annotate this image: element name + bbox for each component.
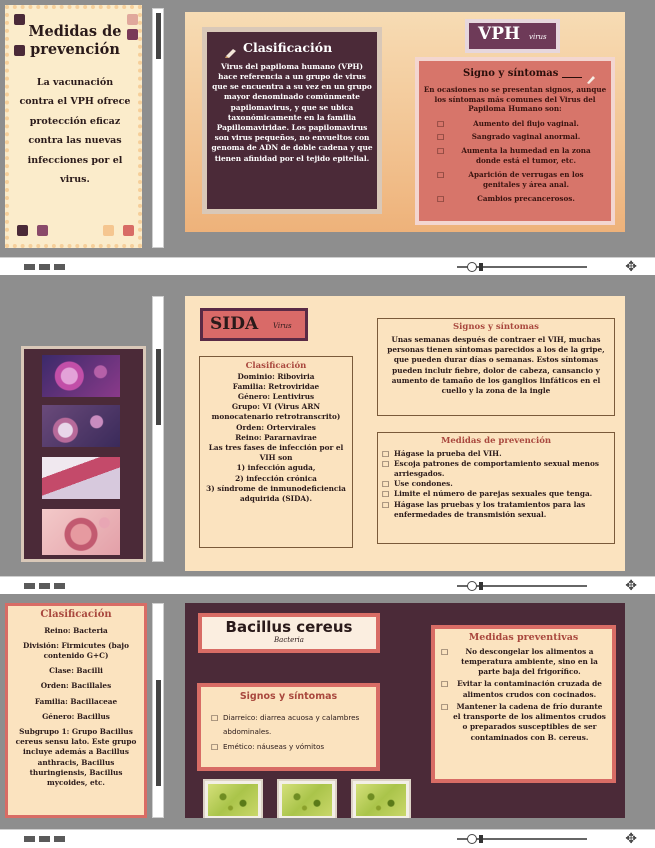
list-item: ☐ Aumenta la humedad en la zona donde está el tumor, etc. — [437, 146, 603, 167]
status-bar — [0, 257, 655, 275]
bacteria-image — [203, 779, 263, 818]
text-line: Subgrupo 1: Grupo Bacillus cereus sensu lato. Este grupo incluye además a Bacillus anthracis, Bacillus thuringiensis, Bacillus mycoides, etc. — [15, 726, 137, 787]
list-item: ☐ Sangrado vaginal anormal. — [437, 132, 603, 142]
slide3-signos-list — [211, 711, 370, 754]
vertical-scrollbar[interactable] — [152, 296, 164, 562]
text-line: 2) infección crónica — [235, 473, 317, 483]
slide2-clasificacion-lines — [200, 372, 352, 505]
slide1-signos-list — [437, 119, 603, 204]
slide3-signos-heading: Signos y síntomas — [239, 691, 338, 702]
slide3-signos-card — [197, 683, 380, 771]
slide1-left-title: Medidas de prevención — [28, 23, 122, 59]
slide3-main — [185, 603, 625, 818]
slide1-left-body: La vacunación contra el VPH ofrece protección eficaz contra las nuevas infecciones por el virus. — [19, 77, 131, 186]
status-bar — [0, 576, 655, 594]
text-line: Orden: Ortervirales — [236, 422, 316, 432]
scrollbar-thumb[interactable] — [156, 680, 161, 786]
list-item: ☐ Use condones. — [382, 479, 610, 489]
page-view-buttons[interactable] — [24, 836, 65, 842]
text-line: División: Firmicutes (bajo contenido G+C) — [23, 640, 129, 660]
slide2-medidas-heading: Medidas de prevención — [440, 436, 552, 446]
text-line: Las tres fases de infección por el VIH son — [208, 443, 344, 463]
slide3-medidas-heading: Medidas preventivas — [468, 632, 579, 643]
slide2-medidas-list — [382, 449, 610, 520]
slide3-title-box — [198, 613, 380, 653]
text-line: Reino: Pararnavirae — [235, 432, 317, 442]
fit-to-window-icon[interactable]: ✥ — [625, 578, 637, 594]
virus-image — [42, 405, 120, 447]
scrollbar-thumb[interactable] — [156, 349, 161, 425]
slide1-clasificacion-heading: Clasificación — [243, 40, 333, 55]
bacteria-image — [351, 779, 411, 818]
slide1-signos-intro: En ocasiones no se presentan signos, aunque los síntomas más comunes del Virus del Papiloma Humano son: — [423, 85, 607, 114]
pencil-icon — [225, 43, 238, 53]
list-item: ☐ Evitar la contaminación cruzada de alimentos crudos con cocinados. — [441, 679, 606, 699]
pencil-icon — [586, 69, 596, 79]
slide3-left-card — [5, 603, 147, 818]
blood-sample-image — [42, 457, 120, 499]
slide2-title-sub: Virus — [273, 322, 292, 330]
zoom-slider[interactable] — [457, 838, 587, 840]
slide2-medidas-card — [377, 432, 615, 544]
text-line: Grupo: VI (Virus ARN monocatenario retrotranscrito) — [211, 402, 341, 422]
text-line: Reino: Bacteria — [44, 625, 108, 635]
bacteria-image — [277, 779, 337, 818]
decor-square — [123, 225, 134, 236]
text-line: 3) síndrome de inmunodeficiencia adquirida (SIDA). — [206, 483, 346, 504]
slide1-main — [185, 12, 625, 232]
fit-to-window-icon[interactable]: ✥ — [625, 831, 637, 847]
page-1-panel — [0, 0, 655, 258]
slide1-clasificacion-text: Virus del papiloma humano (VPH) hace referencia a un grupo de virus que se encuentra a su vez en un grupo mayor denominado comúnmente papilomavirus, y que se ubica taxonómicamente en la familia Papillomaviridae. Los papilomavirus son virus pequeños, no envueltos con genoma de ADN de doble cadena y que tienen afinidad por el tejido epitelial. — [211, 61, 373, 163]
slide2-clasificacion-heading: Clasificación — [245, 361, 307, 371]
vertical-scrollbar[interactable] — [152, 8, 164, 248]
slide1-title-box — [465, 19, 560, 53]
decor-square — [17, 225, 28, 236]
text-line: Dominio: Riboviria — [237, 371, 315, 381]
slide3-medidas-card — [431, 625, 616, 783]
list-item: ☐ Cambios precancerosos. — [437, 194, 603, 204]
page-view-buttons[interactable] — [24, 583, 65, 589]
status-bar — [0, 829, 655, 848]
list-item: ☐ Hágase las pruebas y los tratamientos para las enfermedades de transmisión sexual. — [382, 500, 610, 520]
slide1-title: VPH — [478, 24, 521, 44]
list-item: ☐ Emético: náuseas y vómitos — [211, 740, 370, 754]
slide2-title-box — [200, 308, 308, 341]
list-item: ☐ Aumento del flujo vaginal. — [437, 119, 603, 129]
text-line: Clase: Bacilli — [49, 666, 103, 676]
zoom-slider[interactable] — [457, 266, 587, 268]
scrollbar-thumb[interactable] — [156, 13, 161, 59]
text-line: 1) infección aguda, — [236, 463, 316, 473]
zoom-slider[interactable] — [457, 585, 587, 587]
text-line: Orden: Bacillales — [40, 681, 112, 691]
page-view-buttons[interactable] — [24, 264, 65, 270]
list-item: ☐ Hágase la prueba del VIH. — [382, 449, 610, 459]
text-line: Género: Bacillus — [42, 711, 110, 721]
heading-underline — [562, 77, 582, 78]
slide2-main — [185, 296, 625, 571]
list-item: ☐ Limite el número de parejas sexuales que tenga. — [382, 489, 610, 499]
virus-image — [42, 509, 120, 555]
slide3-title-sub: Bacteria — [274, 635, 304, 644]
list-item: ☐ Mantener la cadena de frío durante el transporte de los alimentos crudos o preparados susceptibles de ser contaminados con B. cereus. — [441, 702, 606, 743]
slide1-signos-card — [415, 57, 615, 225]
list-item: ☐ Escoja patrones de comportamiento sexual menos arriesgados. — [382, 459, 610, 479]
slide2-title: SIDA — [210, 314, 259, 334]
slide1-clasificacion-card — [202, 27, 382, 214]
text-line: Familia: Retroviridae — [232, 381, 320, 391]
virus-image — [42, 355, 120, 397]
vertical-scrollbar[interactable] — [152, 603, 164, 818]
list-item: ☐ No descongelar los alimentos a temperatura ambiente, sino en la parte baja del frigorífico. — [441, 647, 606, 678]
slide2-image-strip — [21, 346, 146, 562]
slide1-left-card — [5, 5, 142, 248]
slide3-image-row — [203, 779, 411, 818]
slide2-clasificacion-card — [199, 356, 353, 548]
slide2-signos-heading: Signos y síntomas — [453, 322, 539, 332]
decor-square — [103, 225, 114, 236]
slide2-signos-text: Unas semanas después de contraer el VIH, muchas personas tienen síntomas parecidos a los de la gripe, que pueden durar días o semanas. Estos síntomas pueden incluir fiebre, dolor de cabeza, cansancio y aumento de tamaño de los ganglios linfáticos en el cuello y la zona de la ingle — [387, 334, 605, 396]
slide3-title: Bacillus cereus — [225, 618, 353, 636]
text-line: Género: Lentivirus — [237, 392, 315, 402]
slide1-signos-heading: Signo y síntomas — [463, 68, 559, 79]
slide3-clasificacion-heading: Clasificación — [40, 609, 112, 620]
slide1-title-sub: virus — [529, 33, 547, 41]
text-line: Familia: Bacillaceae — [34, 696, 118, 706]
slide2-signos-card — [377, 318, 615, 416]
list-item: ☐ Aparición de verrugas en los genitales y área anal. — [437, 170, 603, 191]
slide3-medidas-list — [441, 647, 606, 743]
slide3-clasificacion-lines — [10, 626, 142, 789]
list-item: ☐ Diarreico: diarrea acuosa y calambres abdominales. — [211, 711, 370, 738]
fit-to-window-icon[interactable]: ✥ — [625, 259, 637, 275]
decor-square — [37, 225, 48, 236]
